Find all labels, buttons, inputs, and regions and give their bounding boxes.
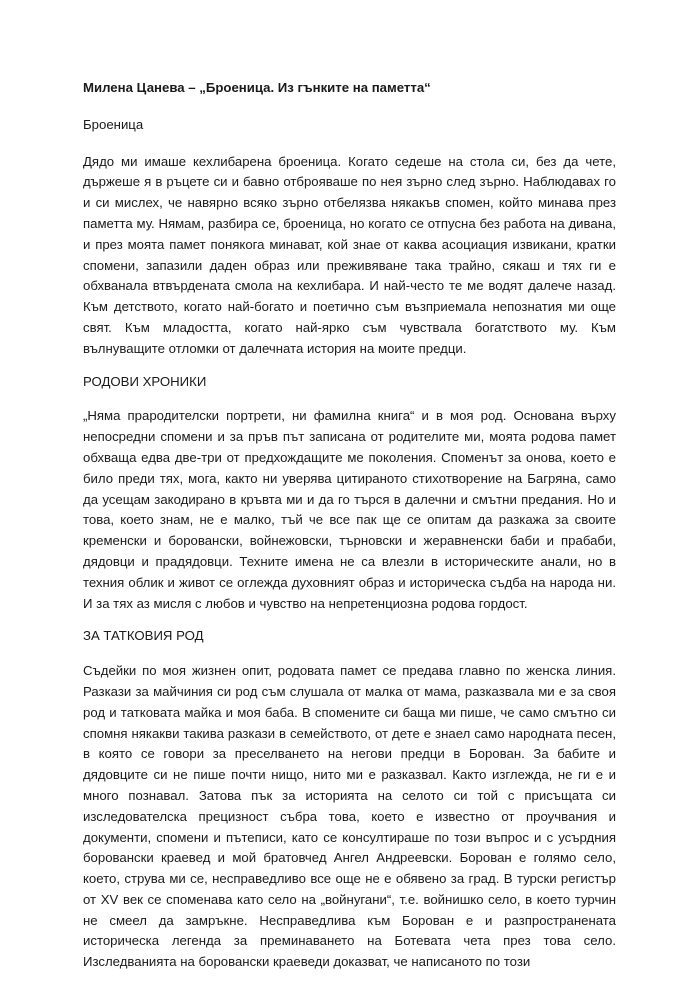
- paragraph-intro: Дядо ми имаше кехлибарена броеница. Когато седеше на стола си, без да чете, държеше я в ръцете си и бавно отброяваше по нея зърно след зърно. Наблюдавах го и си мислех, че навярно всяко зърно отбелязва някакъв спомен, който минава през паметта му. Нямам, разбира се, броеница, но когато се отпусна без работа на дивана, и през моята памет понякога минават, кой знае от каква асоциация извикани, кратки спомени, запазили даден образ или преживяване така трайно, сякаш и тях ги е обхванала втвърдената смола на кехлибара. И най-често те ме водят далече назад. Към детството, когато най-богато и поетично съм възприемала непознатия ми още свят. Към младостта, когато най-ярко съм чувствала богатството му. Към вълнуващите отломки от далечната история на моите предци.: [83, 153, 616, 356]
- paragraph-family-chronicles: „Няма прародителски портрети, ни фамилна книга“ и в моя род. Основана върху непосредни спомени и за пръв път записана от родителите ми, моята родова памет обхваща едва две-три от предхождащите ме поколения. Споменът за онова, което е било преди тях, мога, както ни уверява цитираното стихотворение на Багряна, само да усещам закодирано в кръвта ми и да го търся в далечни и смътни предания. Но и това, което знам, не е малко, тъй че все пак ще се опитам да разкажа за своите кременски и боровански, войнежовски, търновски и жеравненски баби и прабаби, дядовци и прадядовци. Техните имена не са влезли в историческите анали, но в техния облик и живот се оглежда духовният образ и историческа съдба на народа ни. И за тях аз мисля с любов и чувство на непретенциозна родова гордост.: [83, 408, 616, 611]
- document-title: Милена Цанева – „Броеница. Из гънките на паметта“: [83, 80, 431, 95]
- section-heading-family-chronicles: РОДОВИ ХРОНИКИ: [83, 373, 207, 389]
- document-subtitle: Броеница: [83, 116, 144, 132]
- section-heading-fathers-line: ЗА ТАТКОВИЯ РОД: [83, 628, 204, 644]
- paragraph-fathers-line: Съдейки по моя жизнен опит, родовата памет се предава главно по женска линия. Разкази за майчиния си род съм слушала от малка от мама, разказвала ми е за своя род и татковата майка и моя баба. В спомените си баща ми пише, че само смътно си спомня някакви такива разкази в семейството, от дете е знаел само народната песен, в която се говори за преселването на негови предци в Борован. За бабите и дядовците си не пише почти нищо, нито ми е разказвал. Както изглежда, не ги е и много познавал. Затова пък за историята на селото си той с присъщата си изследователска прецизност събра това, което е известно от проучвания и документи, спомени и пътеписи, като се консултираше по този въпрос и с усърдния боровански краевед и мой братовчед Ангел Андреевски. Борован е голямо село, което, струва ми се, несправедливо все още не е обявено за град. В турски регистър от XV век се споменава като село на „войнугани“, т.е. войнишко село, в което турчин не смеел да замръкне. Несправедлива към Борован е и разпространената историческа легенда за преминаването на Ботевата чета през това село. Изследванията на боровански краеведи доказват, че написаното по този: [83, 663, 616, 970]
- document-page: [83, 78, 616, 985]
